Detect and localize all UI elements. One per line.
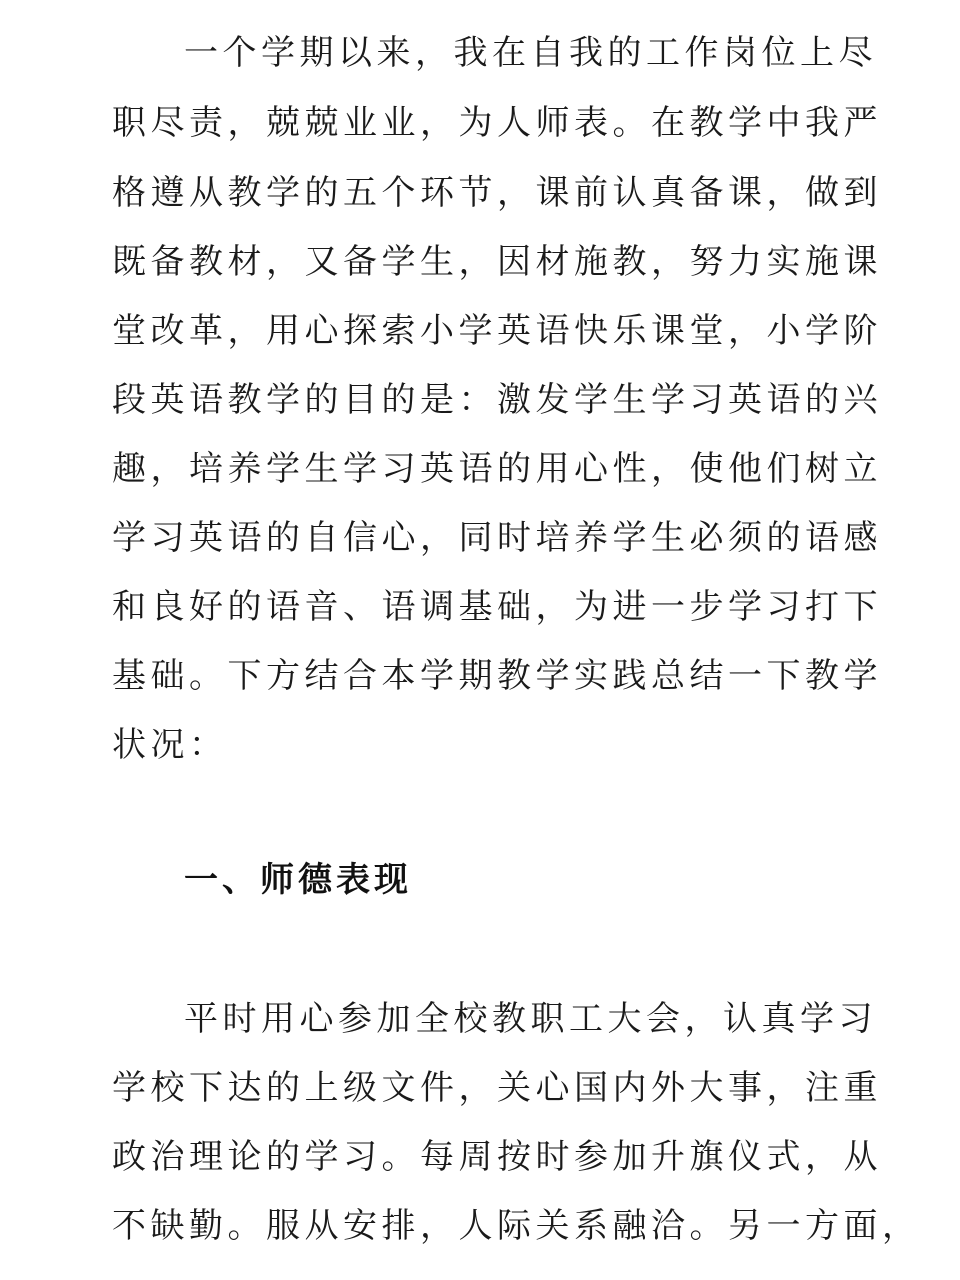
paragraph-1-line-9: 和良好的语音、语调基础，为进一步学习打下 [112, 587, 882, 627]
paragraph-1-line-11: 状况： [112, 725, 228, 765]
paragraph-1-line-4: 既备教材，又备学生，因材施教，努力实施课 [112, 242, 882, 282]
paragraph-2-line-1: 平时用心参加全校教职工大会，认真学习 [184, 999, 877, 1039]
paragraph-1-line-10: 基础。下方结合本学期教学实践总结一下教学 [112, 656, 882, 696]
paragraph-1-line-2: 职尽责，兢兢业业，为人师表。在教学中我严 [112, 103, 882, 143]
paragraph-1-line-5: 堂改革，用心探索小学英语快乐课堂，小学阶 [112, 311, 882, 351]
section-heading: 一、师德表现 [184, 860, 412, 900]
paragraph-1-line-8: 学习英语的自信心，同时培养学生必须的语感 [112, 518, 882, 558]
paragraph-2-line-4: 不缺勤。服从安排，人际关系融洽。另一方面， [112, 1206, 921, 1246]
paragraph-1-line-6: 段英语教学的目的是：激发学生学习英语的兴 [112, 380, 882, 420]
paragraph-1-line-3: 格遵从教学的五个环节，课前认真备课，做到 [112, 173, 882, 213]
paragraph-1-line-7: 趣，培养学生学习英语的用心性，使他们树立 [112, 449, 882, 489]
paragraph-1-line-1: 一个学期以来，我在自我的工作岗位上尽 [184, 33, 877, 73]
paragraph-2-line-2: 学校下达的上级文件，关心国内外大事，注重 [112, 1068, 882, 1108]
paragraph-2-line-3: 政治理论的学习。每周按时参加升旗仪式，从 [112, 1137, 882, 1177]
